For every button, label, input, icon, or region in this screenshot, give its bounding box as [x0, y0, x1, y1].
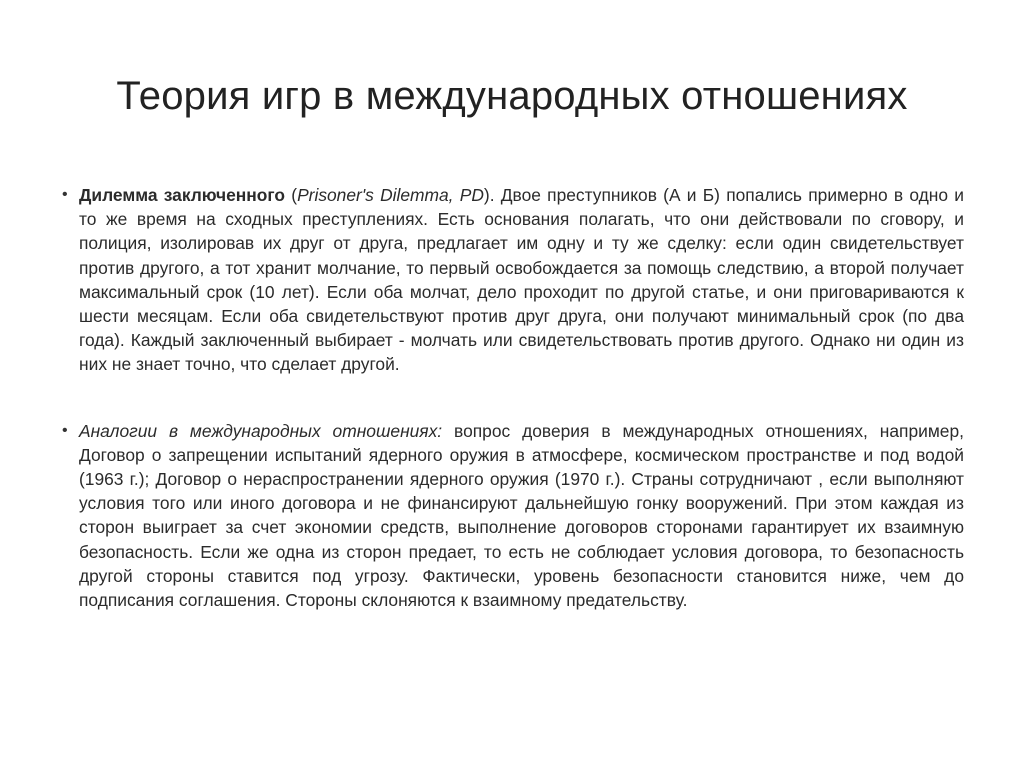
bullet-marker: • — [62, 186, 68, 203]
analogies-lead: Аналогии в международных отношениях: — [79, 420, 443, 441]
slide-title: Теория игр в международных отношениях — [116, 74, 908, 118]
bullet-analogies — [62, 419, 964, 613]
bullet-marker: • — [62, 421, 68, 439]
term-english: Prisoner's Dilemma, PD — [297, 185, 484, 205]
paren-open: ( — [285, 185, 298, 205]
term-prisoners-dilemma: Дилемма заключенного — [79, 185, 286, 205]
slide-content — [62, 183, 964, 612]
bullet-text: ). Двое преступников (А и Б) попались примерно в одно и то же время на сходных преступлениях. Есть основания полагать, что они действовали по сговору, и полиция, изолировав их друг от друга, предлагает им одну и ту же сделку: если один свидетельствует против другого, а тот хранит молчание, то первый освобождается за помощь следствию, а второй получает максимальный срок (10 лет). Если оба молчат, дело проходит по другой статье, и они приговариваются к шести месяцам. Если оба свидетельствуют против друг друга, они получают минимальный срок (по два года). Каждый заключенный выбирает - молчать или свидетельствовать против другого. Однако ни один из них не знает точно, что сделает другой. — [79, 185, 964, 375]
bullet-text: вопрос доверия в международных отношениях, например, Договор о запрещении испытаний ядерного оружия в атмосфере, космическом пространстве и под водой (1963 г.); Договор о нераспространении ядерного оружия (1970 г.). Страны сотрудничают , если выполняют условия того или иного договора и не финансируют дальнейшую гонку вооружений. При этом каждая из сторон выиграет за счет экономии средств, выполнение договоров сторонами гарантирует их взаимную безопасность. Если же одна из сторон предает, то есть не соблюдает условия договора, то безопасность другой стороны ставится под угрозу. Фактически, уровень безопасности становится ниже, чем до подписания соглашения. Стороны склоняются к взаимному предательству. — [79, 420, 964, 611]
bullet-prisoners-dilemma — [62, 183, 964, 377]
